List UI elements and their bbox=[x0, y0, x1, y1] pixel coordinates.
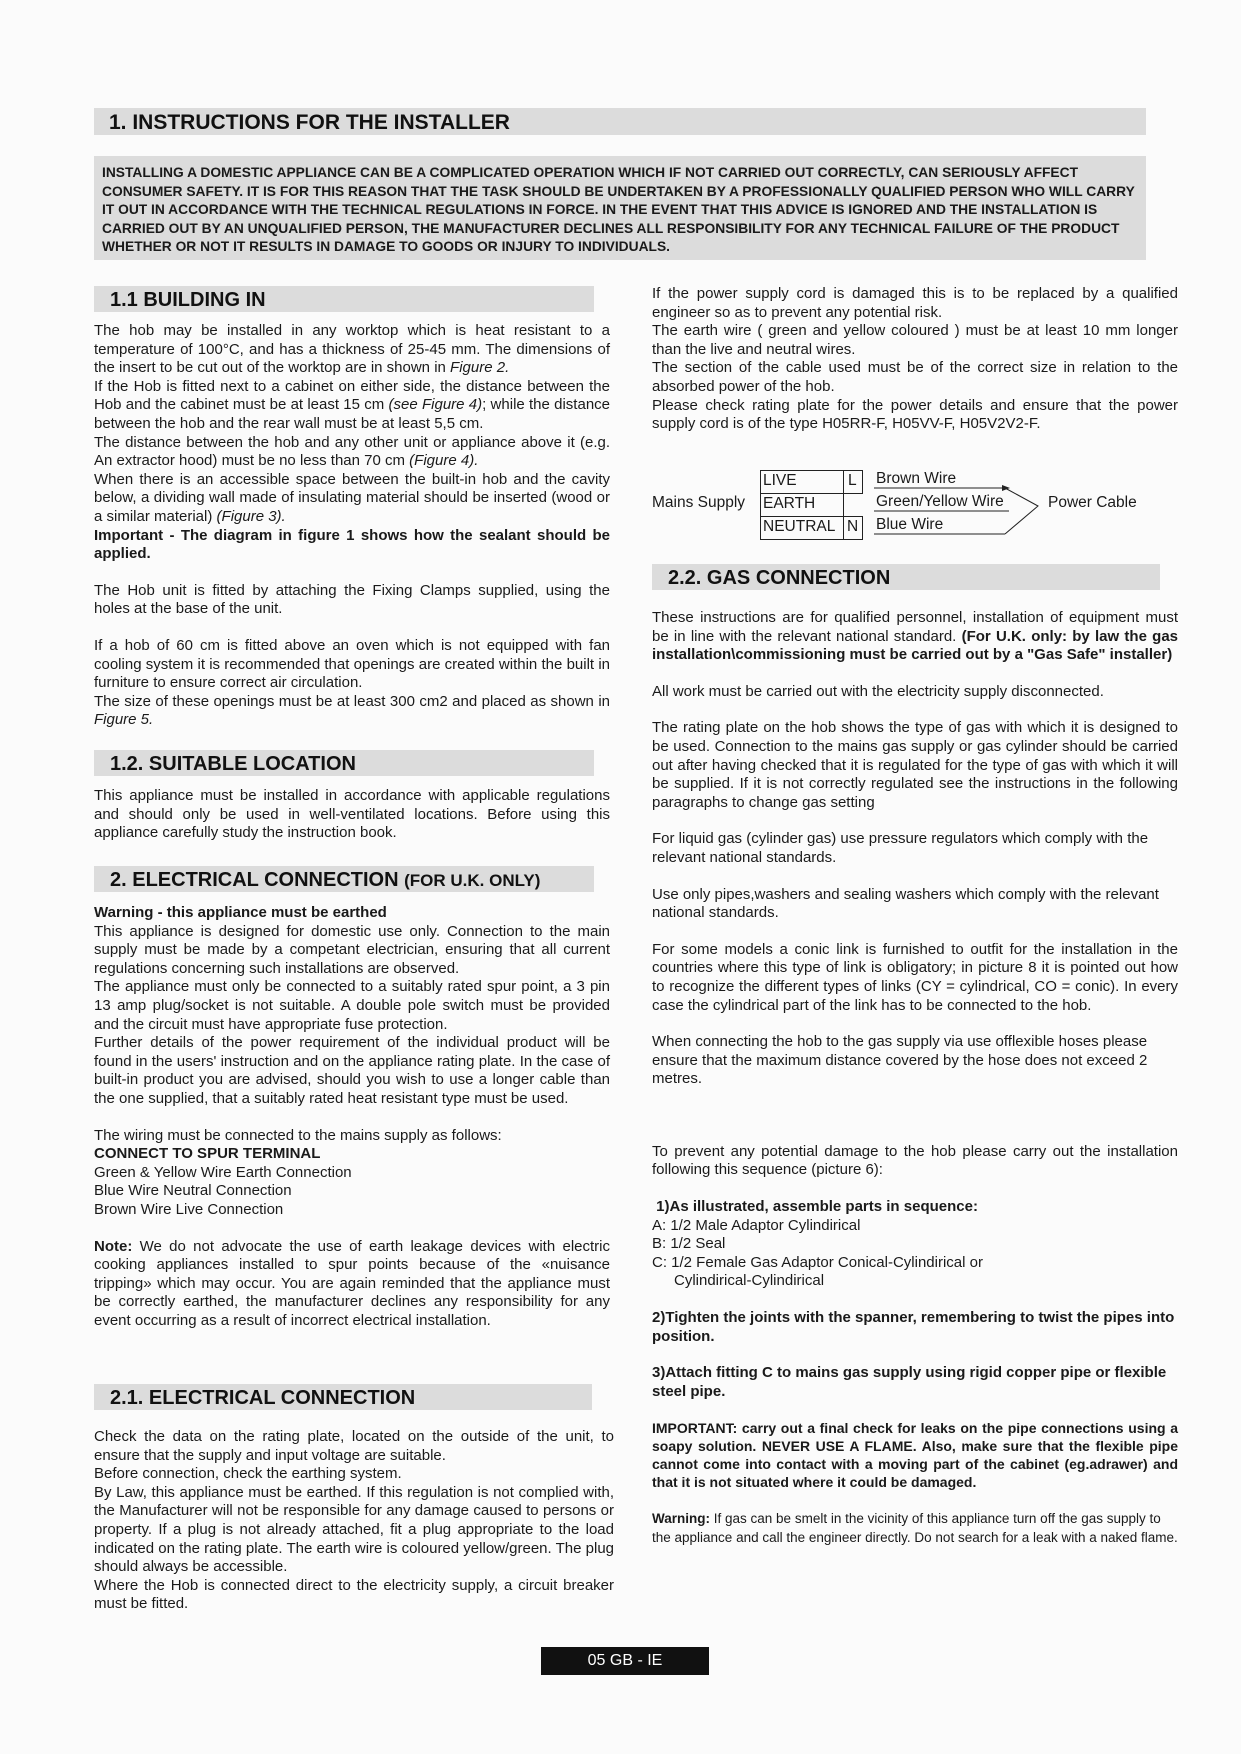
paragraph: If a hob of 60 cm is fitted above an oven which is not equipped with fan cooling system it is recommended that openings are created within the built in furniture to ensure correct air circulation. bbox=[94, 636, 610, 692]
power-cord-text bbox=[652, 285, 1178, 434]
paragraph: The section of the cable used must be of the correct size in relation to the absorbed power of the hob. bbox=[652, 359, 1178, 395]
location-text: This appliance must be installed in accordance with applicable regulations and should only be used in well-ventilated locations. Before using this appliance carefully study the instruction book. bbox=[94, 787, 610, 842]
paragraph: The Hob unit is fitted by attaching the Fixing Clamps supplied, using the holes at the base of the unit. bbox=[94, 581, 610, 618]
figure-ref: Figure 5. bbox=[94, 711, 154, 729]
wiring-diagram bbox=[652, 470, 1192, 542]
paragraph: When there is an accessible space between the built-in hob and the cavity below, a dividing wall made of insulating material should be inserted (wood or a similar material) bbox=[94, 470, 610, 525]
neutral-letter: N bbox=[847, 518, 859, 535]
step-1: 1)As illustrated, assemble parts in sequence: bbox=[652, 1198, 978, 1216]
paragraph: Before connection, check the earthing system. bbox=[94, 1465, 402, 1483]
paragraph: Where the Hob is connected direct to the electricity supply, a circuit breaker must be fitted. bbox=[94, 1576, 614, 1613]
paragraph: These instructions are for qualified personnel, installation of equipment must be in line with the relevant national standard. bbox=[652, 609, 1178, 645]
step-3: 3)Attach fitting C to mains gas supply using rigid copper pipe or flexible steel pipe. bbox=[652, 1364, 1167, 1400]
section-title-location: 1.2. SUITABLE LOCATION bbox=[94, 750, 594, 776]
paragraph: Further details of the power requirement of the individual product will be found in the users' instruction and on the appliance rating plate. In the case of built-in product you are advised, should you wish to use a longer cable than the one supplied, that a suitably rated heat resistant type must be used. bbox=[94, 1034, 610, 1107]
figure-ref: (see Figure 4) bbox=[388, 396, 483, 414]
note-label: Note: bbox=[94, 1237, 133, 1255]
paragraph: This appliance is designed for domestic use only. Connection to the main supply must be made by a competant electrician, ensuring that all current regulations concerning such installations are observed. bbox=[94, 922, 610, 977]
wire-brown: Brown Wire Live Connection bbox=[94, 1200, 284, 1218]
section-title-gas: 2.2. GAS CONNECTION bbox=[652, 564, 1160, 590]
paragraph: Check the data on the rating plate, located on the outside of the unit, to ensure that the supply and input voltage are suitable. bbox=[94, 1428, 614, 1464]
part-a: A: 1/2 Male Adaptor Cylindirical bbox=[652, 1216, 861, 1234]
gas-text bbox=[652, 609, 1178, 1547]
power-cable-label: Power Cable bbox=[1048, 494, 1137, 511]
step-2: 2)Tighten the joints with the spanner, remembering to twist the pipes into position. bbox=[652, 1309, 1175, 1345]
electrical-title: 2. ELECTRICAL CONNECTION bbox=[110, 869, 399, 891]
live-label: LIVE bbox=[763, 472, 797, 489]
paragraph: Use only pipes,washers and sealing washers which comply with the relevant national standards. bbox=[652, 885, 1159, 922]
paragraph: If the Hob is fitted next to a cabinet on either side, the distance between the Hob and the cabinet must be at least 15 cm bbox=[94, 377, 610, 414]
brown-wire-label: Brown Wire bbox=[876, 470, 957, 487]
paragraph: To prevent any potential damage to the hob please carry out the installation following this sequence (picture 6): bbox=[652, 1142, 1178, 1179]
installer-warning-box: INSTALLING A DOMESTIC APPLIANCE CAN BE A COMPLICATED OPERATION WHICH IF NOT CARRIED OUT CORRECTLY, CAN SERIOUSLY AFFECT CONSUMER SAFETY. IT IS FOR THIS REASON THAT THE TASK SHOULD BE UNDERTAKEN BY A PROFESSIONALLY QUALIFIED PERSON WHO WILL CARRY IT OUT IN ACCORDANCE WITH THE TECHNICAL REGULATIONS IN FORCE. IN THE EVENT THAT THIS ADVICE IS IGNORED AND THE INSTALLATION IS CARRIED OUT BY AN UNQUALIFIED PERSON, THE MANUFACTURER DECLINES ALL RESPONSIBILITY FOR ANY TECHNICAL FAILURE OF THE PRODUCT WHETHER OR NOT IT RESULTS IN DAMAGE TO GOODS OR INJURY TO INDIVIDUALS. bbox=[94, 156, 1146, 260]
paragraph: For some models a conic link is furnished to outfit for the installation in the countries where this type of link is obligatory; in picture 8 it is pointed out how to recognize the different types of links (CY = cylindrical, CO = conic). In every case the cylindrical part of the link has to be connected to the hob. bbox=[652, 940, 1178, 1014]
paragraph: The appliance must only be connected to a suitably rated spur point, a 3 pin 13 amp plug/socket is not suitable. A double pole switch must be provided and the circuit must have appropriate fuse protection. bbox=[94, 978, 610, 1033]
important-leak-check: IMPORTANT: carry out a final check for leaks on the pipe connections using a soapy solution. NEVER USE A FLAME. Also, make sure that the flexible pipe cannot come into contact with a moving part of the cabinet (eg.adrawer) and that it is not situated where it could be damaged. bbox=[652, 1420, 1178, 1491]
paragraph: The distance between the hob and any other unit or appliance above it (e.g. An extractor hood) must be no less than 70 cm bbox=[94, 433, 610, 470]
earthed-warning: Warning - this appliance must be earthed bbox=[94, 904, 387, 921]
building-in-text bbox=[94, 322, 610, 730]
cable-arrow-icon bbox=[872, 470, 1042, 542]
gas-smell-warning: If gas can be smelt in the vicinity of this appliance turn off the gas supply to the appliance and call the engineer directly. Do not search for a leak with a naked flame. bbox=[652, 1511, 1178, 1546]
wire-blue: Blue Wire Neutral Connection bbox=[94, 1182, 292, 1200]
uk-gas-safe-note: (For U.K. only: by law the gas installation\commissioning must be carried out by a "Gas Safe" installer) bbox=[652, 627, 1179, 664]
neutral-label: NEUTRAL bbox=[763, 518, 836, 535]
figure-ref: (Figure 3). bbox=[216, 507, 286, 525]
paragraph: All work must be carried out with the electricity supply disconnected. bbox=[652, 682, 1104, 700]
page-number: 05 GB - IE bbox=[541, 1647, 709, 1675]
section-title-electrical-2: 2.1. ELECTRICAL CONNECTION bbox=[94, 1384, 592, 1410]
section-title-installer: 1. INSTRUCTIONS FOR THE INSTALLER bbox=[94, 108, 1146, 135]
warning-label: Warning: bbox=[652, 1511, 710, 1527]
figure-ref: Figure 2. bbox=[450, 359, 510, 377]
paragraph: If the power supply cord is damaged this is to be replaced by a qualified engineer so as to prevent any potential risk. bbox=[652, 285, 1178, 321]
note-text: We do not advocate the use of earth leakage devices with electric cooking appliances installed to spur points because of the «nuisance tripping» which may occur. You are again reminded that the appliance must be correctly earthed, the manufacturer declines any responsibility for any event occurring as a result of incorrect electrical installation. bbox=[94, 1237, 610, 1329]
paragraph: When connecting the hob to the gas supply via use offlexible hoses please ensure that the maximum distance covered by the hose does not exceed 2 metres. bbox=[652, 1033, 1148, 1088]
paragraph: The hob may be installed in any worktop which is heat resistant to a temperature of 100°C, and has a thickness of 25-45 mm. The dimensions of the insert to be cut out of the worktop are in shown in bbox=[94, 322, 610, 377]
green-wire-label: Green/Yellow Wire bbox=[876, 493, 1004, 510]
paragraph: For liquid gas (cylinder gas) use pressure regulators which comply with the relevant national standards. bbox=[652, 830, 1149, 866]
figure-ref: (Figure 4). bbox=[409, 452, 479, 470]
electrical-2-text bbox=[94, 1428, 614, 1614]
section-title-building-in: 1.1 BUILDING IN bbox=[94, 286, 594, 312]
electrical-title-suffix: (FOR U.K. ONLY) bbox=[404, 871, 541, 890]
mains-supply-label: Mains Supply bbox=[652, 494, 746, 511]
part-c: C: 1/2 Female Gas Adaptor Conical-Cylindirical or bbox=[652, 1253, 983, 1271]
earth-label: EARTH bbox=[763, 495, 816, 512]
paragraph: ; while the distance between the hob and the rear wall must be at least 5,5 cm. bbox=[94, 396, 611, 432]
wire-green: Green & Yellow Wire Earth Connection bbox=[94, 1163, 352, 1181]
section-title-electrical bbox=[94, 866, 594, 892]
paragraph: The size of these openings must be at least 300 cm2 and placed as shown in bbox=[94, 692, 610, 710]
live-letter: L bbox=[848, 472, 857, 489]
blue-wire-label: Blue Wire bbox=[876, 516, 944, 533]
paragraph: The earth wire ( green and yellow coloured ) must be at least 10 mm longer than the live and neutral wires. bbox=[652, 322, 1178, 358]
paragraph: The wiring must be connected to the mains supply as follows: bbox=[94, 1126, 502, 1144]
spur-terminal-heading: CONNECT TO SPUR TERMINAL bbox=[94, 1145, 321, 1163]
part-b: B: 1/2 Seal bbox=[652, 1235, 726, 1253]
electrical-text bbox=[94, 904, 610, 1330]
paragraph: Please check rating plate for the power details and ensure that the power supply cord is of the type H05RR-F, H05VV-F, H05V2V2-F. bbox=[652, 396, 1178, 433]
important-sealant: Important - The diagram in figure 1 shows how the sealant should be applied. bbox=[94, 526, 610, 563]
paragraph: The rating plate on the hob shows the type of gas with which it is designed to be used. Connection to the mains gas supply or gas cylinder should be carried out after having checked that it is regulated for the type of gas with which it will be supplied. If it is not correctly regulated see the instructions in the following paragraphs to change gas setting bbox=[652, 719, 1178, 811]
part-c-cont: Cylindirical-Cylindirical bbox=[674, 1272, 825, 1290]
paragraph: By Law, this appliance must be earthed. If this regulation is not complied with, the Manufacturer will not be responsible for any damage caused to persons or property. If a plug is not already attached, fit a plug appropriate to the load indicated on the rating plate. The earth wire is coloured yellow/green. The plug should always be accessible. bbox=[94, 1483, 614, 1576]
